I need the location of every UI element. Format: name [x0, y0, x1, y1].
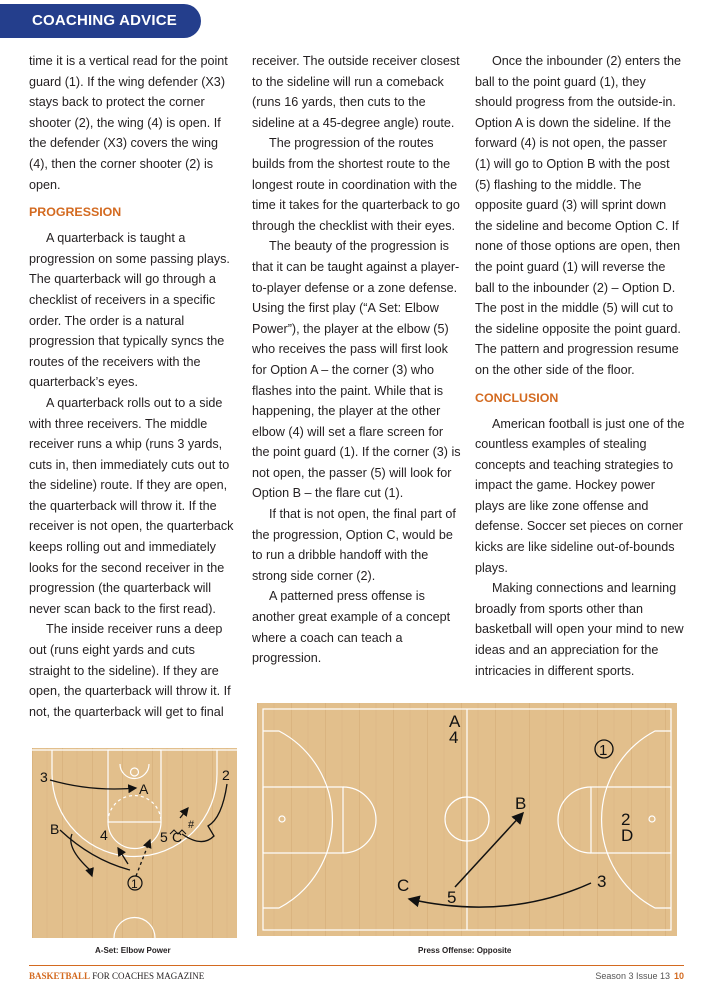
- option-b: B: [515, 794, 527, 813]
- player-1: 1: [131, 877, 138, 891]
- text-column-1: [29, 51, 239, 722]
- footer-magazine: [29, 971, 204, 981]
- footer-issue-text: Season 3 Issue 13: [595, 971, 670, 981]
- paragraph: A quarterback rolls out to a side with three receivers. The middle receiver runs a whip (runs 3 yards, cuts in, then immediately cuts out to the sideline) route. If they are open, the quarterback will throw it. If the receiver is not open, the quarterback keeps rolling out and immediately looks for the second receiver in the progression (the quarterback will never scan back to the first read).: [29, 395, 234, 616]
- footer-mag-name: FOR COACHES MAGAZINE: [90, 971, 205, 981]
- diagram-caption-2: Press Offense: Opposite: [418, 946, 512, 955]
- player-1: 1: [599, 742, 608, 759]
- footer-rule: [29, 965, 684, 966]
- option-c: C: [172, 829, 183, 845]
- text-column-2: [252, 51, 462, 669]
- half-court-diagram: [32, 748, 237, 938]
- paragraph: time it is a vertical read for the point guard (1). If the wing defender (X3) stays back to protect the corner shooter (2), the wing (4) is open. If the defender (X3) covers the wing (4), then the corner shooter (2) is open.: [29, 54, 228, 192]
- player-5: 5: [447, 888, 457, 907]
- heading-conclusion: CONCLUSION: [475, 390, 559, 405]
- paragraph: receiver. The outside receiver closest to the sideline will run a comeback (runs 16 yards, then cuts to the sideline at a 45-degree angle) route.: [252, 54, 460, 130]
- paragraph: The beauty of the progression is that it can be taught against a player-to-player defense or a zone defense. Using the first play (“A Set: Elbow Power”), the player at the elbow (5) who receives the pass will first look for Option A – the corner (3) who flashes into the paint. While that is happening, the player at the other elbow (4) will set a flare screen for the point guard (1). If the corner (3) is not open, the passer (5) will look for Option B – the flare cut (1).: [252, 239, 461, 501]
- option-c: C: [397, 876, 410, 895]
- player-5: 5: [160, 829, 168, 845]
- section-title: COACHING ADVICE: [32, 12, 177, 29]
- paragraph: If that is not open, the final part of the progression, Option C, would be to run a dribble handoff with the strong side corner (2).: [252, 507, 456, 583]
- paragraph: American football is just one of the countless examples of stealing concepts and teaching strategies to impact the game. Hockey power plays are like zone offense and defense. Soccer set pieces on corner kicks are like sideline out-of-bounds plays.: [475, 416, 685, 575]
- heading-progression: PROGRESSION: [29, 205, 122, 220]
- paragraph: The progression of the routes builds from the shortest route to the longest route in coordination with the time it takes for the quarterback to go through the checklist with their eyes.: [252, 136, 460, 233]
- section-banner: [0, 4, 201, 38]
- paragraph: Once the inbounder (2) enters the ball to the point guard (1), they should progress from the outside-in. Option A is down the sideline. If the forward (4) is not open, the passer (1) will go to Option B with the post (5) flashing to the middle. The opposite guard (3) will sprint down the sideline and become Option C. If none of those options are open, then the point guard (1) will reverse the ball to the inbounder (2) – Option D. The post in the middle (5) will cut to the sideline opposite the point guard. The pattern and progression resume on the other side of the floor.: [475, 54, 682, 377]
- option-a: A: [139, 781, 149, 797]
- option-d: D: [621, 826, 634, 845]
- paragraph: A quarterback is taught a progression on some passing plays. The quarterback will go through a checklist of receivers in a specific order. The order is a natural progression that typically syncs the routes of the receivers with the quarterback’s eyes.: [29, 231, 230, 390]
- footer-brand: BASKETBALL: [29, 971, 91, 981]
- full-court-diagram: [257, 703, 677, 936]
- player-2: 2: [621, 810, 631, 829]
- player-4: 4: [449, 728, 459, 747]
- text-column-3: [475, 51, 685, 681]
- paragraph: A patterned press offense is another great example of a concept where a coach can teach a progression.: [252, 589, 451, 666]
- player-2: 2: [222, 767, 230, 783]
- paragraph: Making connections and learning broadly from sports other than basketball will open your mind to new ideas and an appreciation for the intricacies in different sports.: [475, 581, 684, 678]
- player-3: 3: [597, 872, 607, 891]
- screen-mark: #: [188, 819, 195, 831]
- diagram-caption-1: A-Set: Elbow Power: [95, 946, 171, 955]
- paragraph: The inside receiver runs a deep out (runs eight yards and cuts straight to the sideline). If they are open, the quarterback will throw it. If not, the quarterback will get to final: [29, 622, 231, 719]
- option-a: A: [449, 712, 461, 731]
- option-b: B: [50, 821, 60, 837]
- page-number: 10: [673, 971, 684, 981]
- player-3: 3: [40, 769, 48, 785]
- player-4: 4: [100, 827, 108, 843]
- footer-issue: [595, 971, 684, 981]
